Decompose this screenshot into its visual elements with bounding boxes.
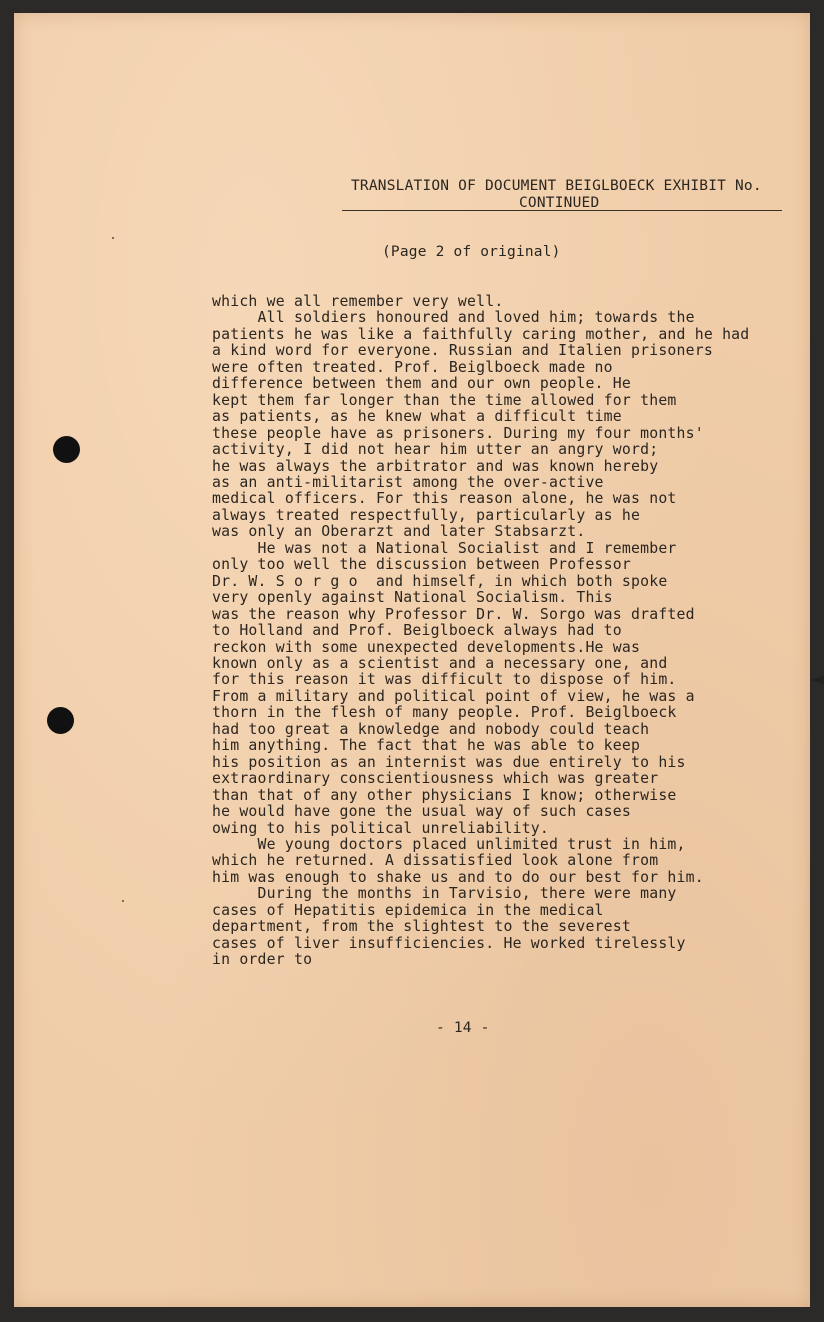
body-line: During the months in Tarvisio, there were many bbox=[212, 885, 677, 903]
body-line: was only an Oberarzt and later Stabsarzt. bbox=[212, 523, 586, 541]
body-line: extraordinary conscientiousness which was greater bbox=[212, 770, 659, 788]
document-page bbox=[14, 13, 810, 1307]
body-line: had too great a knowledge and nobody could teach bbox=[212, 720, 650, 738]
body-line: his position as an internist was due entirely to his bbox=[212, 753, 686, 771]
body-line: cases of Hepatitis epidemica in the medical bbox=[212, 901, 604, 919]
body-line: medical officers. For this reason alone, he was not bbox=[212, 490, 677, 508]
page-reference-note: (Page 2 of original) bbox=[382, 244, 561, 260]
body-line: thorn in the flesh of many people. Prof. Beiglboeck bbox=[212, 704, 677, 722]
body-line: were often treated. Prof. Beiglboeck made no bbox=[212, 358, 613, 376]
page-number: - 14 - bbox=[436, 1020, 490, 1036]
body-line: for this reason it was difficult to dispose of him. bbox=[212, 671, 677, 689]
body-line: known only as a scientist and a necessary one, and bbox=[212, 654, 668, 672]
body-line: was the reason why Professor Dr. W. Sorgo was drafted bbox=[212, 605, 695, 623]
body-line: We young doctors placed unlimited trust in him, bbox=[212, 835, 686, 853]
body-line: always treated respectfully, particularly as he bbox=[212, 506, 641, 524]
body-line: which we all remember very well. bbox=[212, 293, 504, 310]
body-line: Dr. W. S o r g o and himself, in which both spoke bbox=[212, 572, 668, 590]
body-line: patients he was like a faithfully caring mother, and he had bbox=[212, 325, 750, 343]
body-line: From a military and political point of view, he was a bbox=[212, 687, 695, 705]
paper-edge-mark bbox=[810, 676, 824, 684]
body-line: department, from the slightest to the severest bbox=[212, 918, 631, 936]
body-line: cases of liver insufficiencies. He worked tirelessly bbox=[212, 934, 686, 952]
body-line: kept them far longer than the time allowed for them bbox=[212, 391, 677, 409]
document-title: TRANSLATION OF DOCUMENT BEIGLBOECK EXHIBIT No. bbox=[351, 178, 762, 194]
body-line: him was enough to shake us and to do our best for him. bbox=[212, 868, 704, 886]
body-line: these people have as prisoners. During my four months' bbox=[212, 424, 704, 442]
body-line: a kind word for everyone. Russian and Italien prisoners bbox=[212, 342, 713, 360]
body-line: than that of any other physicians I know; otherwise bbox=[212, 786, 677, 804]
body-line: difference between them and our own people. He bbox=[212, 375, 631, 393]
body-line: in order to bbox=[212, 951, 313, 969]
document-subtitle: CONTINUED bbox=[519, 195, 600, 211]
body-line: activity, I did not hear him utter an angry word; bbox=[212, 441, 659, 459]
body-line: only too well the discussion between Professor bbox=[212, 556, 631, 574]
body-line: reckon with some unexpected developments.He was bbox=[212, 638, 641, 656]
paper-speck bbox=[112, 237, 114, 239]
body-line: which he returned. A dissatisfied look alone from bbox=[212, 852, 659, 870]
body-line: very openly against National Socialism. This bbox=[212, 589, 613, 607]
punch-hole-bottom bbox=[47, 707, 74, 734]
body-line: All soldiers honoured and loved him; towards the bbox=[212, 309, 695, 327]
body-line: he was always the arbitrator and was known hereby bbox=[212, 457, 659, 475]
paper-speck bbox=[122, 900, 124, 902]
body-line: him anything. The fact that he was able to keep bbox=[212, 737, 641, 755]
punch-hole-top bbox=[53, 436, 80, 463]
body-line: He was not a National Socialist and I remember bbox=[212, 539, 677, 557]
body-line: owing to his political unreliability. bbox=[212, 819, 550, 837]
body-line: as an anti-militarist among the over-active bbox=[212, 473, 604, 491]
body-line: he would have gone the usual way of such cases bbox=[212, 803, 631, 821]
body-text bbox=[212, 294, 812, 969]
title-underline bbox=[342, 210, 782, 211]
body-line: to Holland and Prof. Beiglboeck always had to bbox=[212, 622, 622, 640]
body-line: as patients, as he knew what a difficult time bbox=[212, 408, 622, 426]
